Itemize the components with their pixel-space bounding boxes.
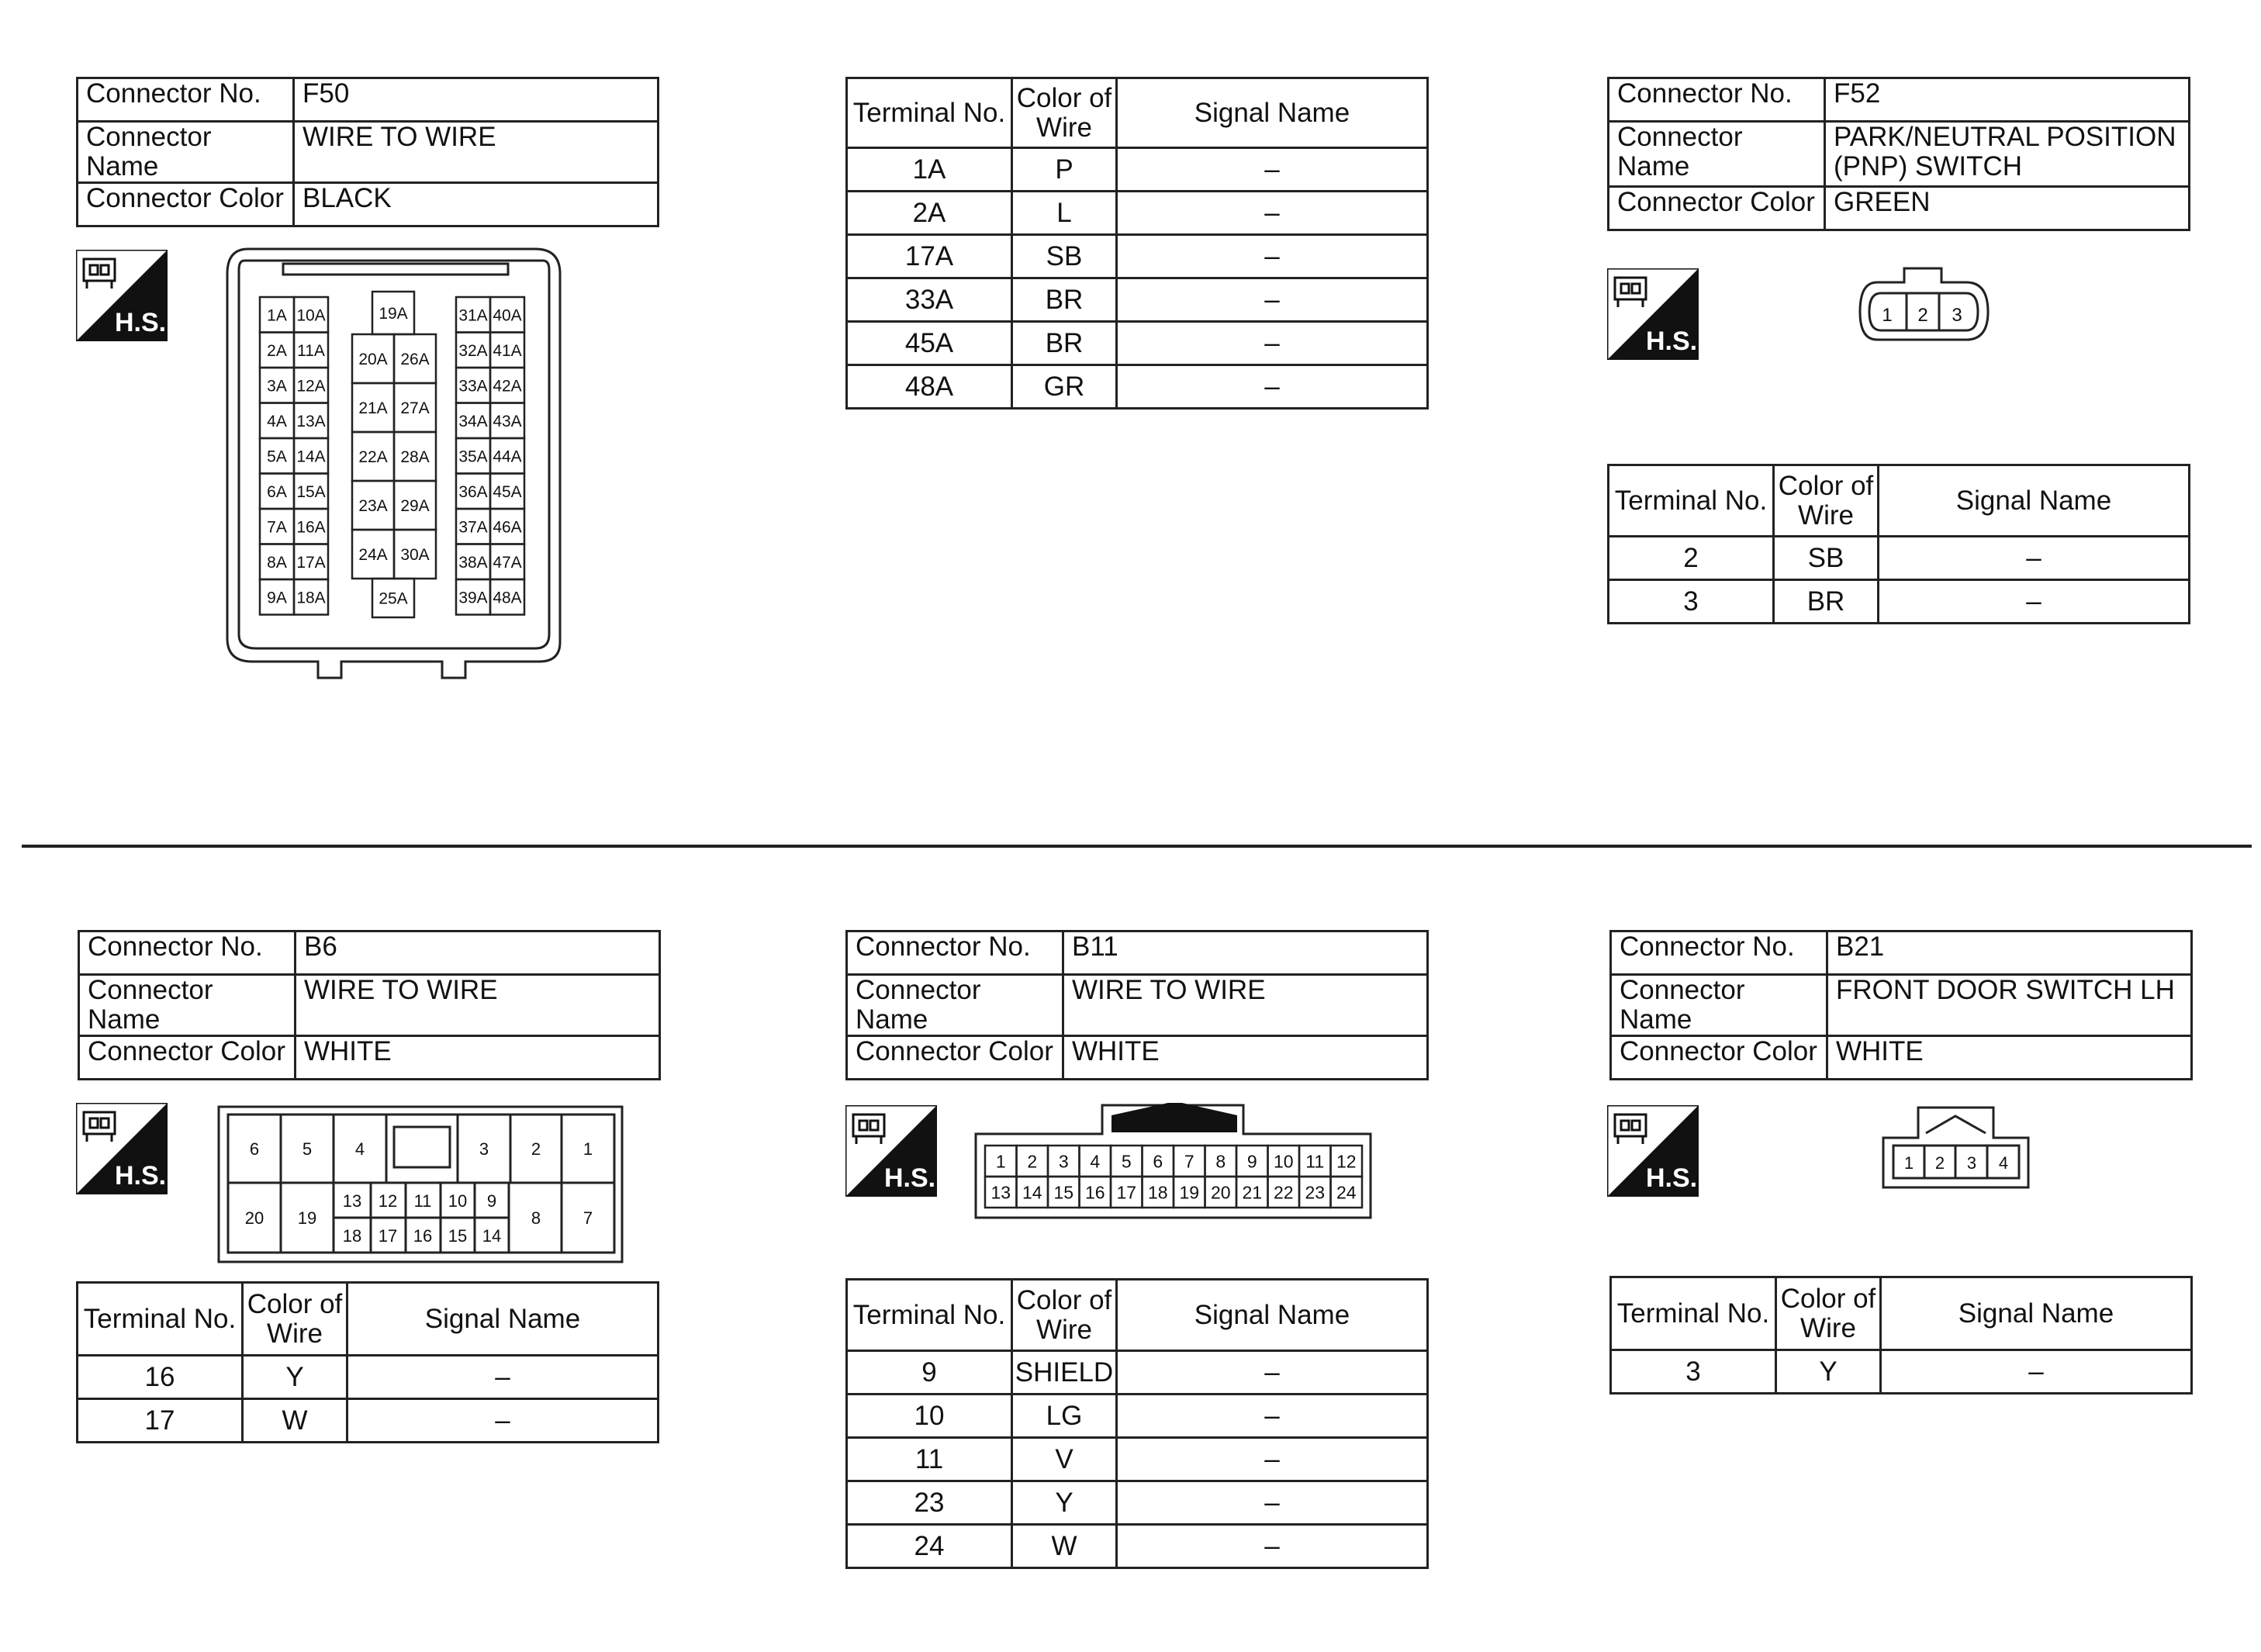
signal-header: Signal Name xyxy=(1117,78,1428,148)
color-header xyxy=(243,1283,347,1356)
b11-terminal-table xyxy=(845,1278,1429,1569)
pin-label: 1 xyxy=(995,1151,1006,1172)
signal-name-cell: – xyxy=(1117,278,1428,322)
pin-label: 8A xyxy=(267,553,287,572)
wire-color-cell: SB xyxy=(1012,235,1117,278)
header-line: Wire xyxy=(1800,1312,1856,1343)
pin-label: 5 xyxy=(302,1139,313,1159)
pin-label: 18 xyxy=(342,1226,362,1246)
pin-label: 5A xyxy=(267,448,287,466)
f50-connector-face xyxy=(225,247,566,681)
pin-label: 6 xyxy=(249,1139,260,1159)
terminal-no-header: Terminal No. xyxy=(78,1283,243,1356)
signal-header: Signal Name xyxy=(1117,1280,1428,1351)
pin-label: 7 xyxy=(583,1208,593,1228)
connector-name-line2: (PNP) SWITCH xyxy=(1834,151,2023,181)
connector-no-label: Connector No. xyxy=(78,78,294,122)
pin-label: 27A xyxy=(400,399,430,418)
pin-label: 8 xyxy=(531,1208,541,1228)
pin-label: 14 xyxy=(1022,1182,1042,1203)
table-body xyxy=(847,148,1428,409)
harness-side-icon xyxy=(76,1103,168,1194)
table-row xyxy=(847,1351,1428,1395)
connector-color-label: Connector Color xyxy=(79,1036,296,1080)
signal-header: Signal Name xyxy=(1881,1277,2192,1350)
pin-label: 24 xyxy=(1336,1182,1357,1203)
connector-color-value: WHITE xyxy=(296,1036,660,1080)
signal-name-cell: – xyxy=(347,1399,659,1443)
table-row xyxy=(78,1356,659,1399)
connector-name-value: FRONT DOOR SWITCH LH xyxy=(1827,975,2192,1036)
pin-label: 6A xyxy=(267,482,287,501)
connector-name-label: Connector Name xyxy=(79,975,296,1036)
pin-label: 36A xyxy=(458,482,488,501)
pin-label: 2 xyxy=(1027,1151,1038,1172)
connector-color-label: Connector Color xyxy=(847,1036,1063,1080)
pin-label: 4 xyxy=(354,1139,365,1159)
connector-no-value: B21 xyxy=(1827,931,2192,975)
wire-color-cell: W xyxy=(1012,1525,1117,1568)
pin-label: 20 xyxy=(1210,1182,1231,1203)
terminal-no-cell: 1A xyxy=(847,148,1012,192)
signal-name-cell: – xyxy=(1117,1395,1428,1438)
pin-label: 41A xyxy=(493,341,522,360)
b21-terminal-table xyxy=(1609,1276,2193,1395)
pin-label: 10 xyxy=(448,1191,468,1211)
pin-label: 10A xyxy=(296,306,326,325)
table-row xyxy=(847,1438,1428,1481)
pin-label: 31A xyxy=(458,306,488,325)
pin-label: 3 xyxy=(1058,1151,1069,1172)
wire-color-cell: BR xyxy=(1012,322,1117,365)
table-row xyxy=(847,148,1428,192)
signal-name-cell: – xyxy=(1117,1351,1428,1395)
cavity-block-right xyxy=(456,297,524,615)
pin-label: 17A xyxy=(296,553,326,572)
connector-color-value: BLACK xyxy=(294,183,659,226)
pin-label: 16 xyxy=(1084,1182,1105,1203)
connector-name-line1: PARK/NEUTRAL POSITION xyxy=(1834,122,2176,152)
pin-label: 4A xyxy=(267,412,287,430)
pin-label: 29A xyxy=(400,497,430,516)
b11-connector-info xyxy=(845,930,1429,1080)
table-body xyxy=(1609,537,2190,624)
pin-label: 16A xyxy=(296,518,326,537)
signal-name-cell: – xyxy=(347,1356,659,1399)
pin-label: 1A xyxy=(267,306,287,325)
hs-label: H.S. xyxy=(115,308,167,337)
signal-name-cell: – xyxy=(1117,1438,1428,1481)
connector-color-label: Connector Color xyxy=(1609,187,1825,230)
pin-label: 9A xyxy=(267,589,287,607)
terminal-no-header: Terminal No. xyxy=(1611,1277,1776,1350)
table-row xyxy=(847,322,1428,365)
wire-color-cell: BR xyxy=(1012,278,1117,322)
pin-label: 19 xyxy=(297,1208,317,1228)
wire-color-cell: GR xyxy=(1012,365,1117,409)
connector-color-label: Connector Color xyxy=(1611,1036,1827,1080)
wire-color-cell: L xyxy=(1012,192,1117,235)
pin-label: 24A xyxy=(358,546,388,565)
pin-label: 35A xyxy=(458,448,488,466)
pin-label: 13 xyxy=(990,1182,1011,1203)
pin-label: 33A xyxy=(458,377,488,396)
table-row xyxy=(847,235,1428,278)
pin-label: 11A xyxy=(297,341,325,360)
connector-name-label: Connector Name xyxy=(78,122,294,183)
pin-label: 40A xyxy=(493,306,522,325)
pin-label: 8 xyxy=(1215,1151,1226,1172)
signal-name-cell: – xyxy=(1879,537,2190,580)
connector-no-value: B6 xyxy=(296,931,660,975)
signal-name-cell: – xyxy=(1879,580,2190,624)
table-row xyxy=(847,1481,1428,1525)
b11-connector-face xyxy=(973,1103,1373,1221)
pin-label: 39A xyxy=(458,589,488,607)
header-line: Wire xyxy=(1036,112,1092,143)
table-body xyxy=(78,1356,659,1443)
terminal-no-cell: 10 xyxy=(847,1395,1012,1438)
table-body xyxy=(847,1351,1428,1568)
connector-color-value: WHITE xyxy=(1063,1036,1428,1080)
pin-label: 9 xyxy=(1246,1151,1257,1172)
pin-label: 34A xyxy=(458,412,488,430)
pin-label: 44A xyxy=(493,448,522,466)
pin-label: 3 xyxy=(479,1139,489,1159)
pin-label: 25A xyxy=(379,589,408,608)
terminal-no-header: Terminal No. xyxy=(1609,465,1774,537)
header-line: Wire xyxy=(1798,499,1854,531)
hs-label: H.S. xyxy=(884,1163,936,1193)
terminal-no-cell: 45A xyxy=(847,322,1012,365)
pin-label: 26A xyxy=(400,351,430,369)
pin-label: 43A xyxy=(493,412,522,430)
pin-label: 13 xyxy=(342,1191,362,1211)
pin-label: 3A xyxy=(267,377,287,396)
pin-label: 28A xyxy=(400,448,430,467)
terminal-no-cell: 16 xyxy=(78,1356,243,1399)
terminal-no-cell: 3 xyxy=(1609,580,1774,624)
connector-no-label: Connector No. xyxy=(79,931,296,975)
wire-color-cell: V xyxy=(1012,1438,1117,1481)
wire-color-cell: Y xyxy=(1776,1350,1881,1394)
pin-label: 5 xyxy=(1121,1151,1132,1172)
pin-label: 17 xyxy=(1116,1182,1137,1203)
terminal-no-cell: 17A xyxy=(847,235,1012,278)
color-header xyxy=(1774,465,1879,537)
table-row xyxy=(847,1395,1428,1438)
pin-label: 12 xyxy=(1336,1151,1357,1172)
f52-connector-face xyxy=(1858,264,1993,345)
pin-label: 7 xyxy=(1184,1151,1194,1172)
f52-terminal-table xyxy=(1607,464,2190,624)
signal-name-cell: – xyxy=(1117,1481,1428,1525)
hs-label: H.S. xyxy=(1646,327,1698,356)
pin-label: 4 xyxy=(1090,1151,1101,1172)
pin-label: 32A xyxy=(458,341,488,360)
table-row xyxy=(1609,580,2190,624)
table-body xyxy=(1611,1350,2192,1394)
f50-connector-info xyxy=(76,77,659,227)
b6-connector-face xyxy=(217,1105,624,1264)
wire-color-cell: SB xyxy=(1774,537,1879,580)
pin-label: 16 xyxy=(413,1226,433,1246)
connector-color-value: WHITE xyxy=(1827,1036,2192,1080)
terminal-no-header: Terminal No. xyxy=(847,1280,1012,1351)
connector-no-value: F52 xyxy=(1825,78,2190,122)
connector-color-label: Connector Color xyxy=(78,183,294,226)
pin-label: 7A xyxy=(267,518,287,537)
pin-label: 1 xyxy=(583,1139,593,1159)
signal-name-cell: – xyxy=(1117,322,1428,365)
color-header xyxy=(1012,1280,1117,1351)
hs-label: H.S. xyxy=(115,1161,167,1191)
header-line: Color of xyxy=(1778,470,1874,501)
f50-terminal-table xyxy=(845,77,1429,410)
terminal-no-cell: 2 xyxy=(1609,537,1774,580)
connector-name-label: Connector Name xyxy=(847,975,1063,1036)
connector-no-label: Connector No. xyxy=(1611,931,1827,975)
hs-label: H.S. xyxy=(1646,1163,1698,1193)
connector-name-label: Connector Name xyxy=(1611,975,1827,1036)
harness-side-icon xyxy=(76,250,168,341)
pin-label: 17 xyxy=(378,1226,398,1246)
pin-label: 19A xyxy=(379,305,408,323)
connector-no-value: B11 xyxy=(1063,931,1428,975)
signal-name-cell: – xyxy=(1117,192,1428,235)
pin-label: 2 xyxy=(531,1139,541,1159)
pin-label: 38A xyxy=(458,553,488,572)
terminal-no-cell: 9 xyxy=(847,1351,1012,1395)
pin-label: 18A xyxy=(296,589,326,607)
b21-connector-face xyxy=(1881,1105,2032,1191)
terminal-no-cell: 33A xyxy=(847,278,1012,322)
harness-side-icon xyxy=(1607,268,1699,360)
table-row xyxy=(847,1525,1428,1568)
pin-label: 30A xyxy=(400,546,430,565)
pin-label: 4 xyxy=(1998,1153,2009,1173)
pin-label: 3 xyxy=(1966,1153,1977,1173)
table-row xyxy=(847,192,1428,235)
terminal-no-cell: 2A xyxy=(847,192,1012,235)
f52-connector-info xyxy=(1607,77,2190,231)
pin-label: 20 xyxy=(244,1208,264,1228)
pin-label: 2 xyxy=(1934,1153,1945,1173)
terminal-no-cell: 17 xyxy=(78,1399,243,1443)
table-row xyxy=(1611,1350,2192,1394)
table-row xyxy=(847,278,1428,322)
signal-name-cell: – xyxy=(1117,365,1428,409)
table-row xyxy=(78,1399,659,1443)
pin-label: 11 xyxy=(413,1191,432,1211)
wire-color-cell: Y xyxy=(243,1356,347,1399)
terminal-no-cell: 3 xyxy=(1611,1350,1776,1394)
b21-connector-info xyxy=(1609,930,2193,1080)
signal-name-cell: – xyxy=(1117,235,1428,278)
pin-label: 1 xyxy=(1903,1153,1914,1173)
wire-color-cell: LG xyxy=(1012,1395,1117,1438)
terminal-no-cell: 23 xyxy=(847,1481,1012,1525)
pin-label: 2A xyxy=(267,341,287,360)
connector-color-value: GREEN xyxy=(1825,187,2190,230)
pin-label: 46A xyxy=(493,518,522,537)
wire-color-cell: BR xyxy=(1774,580,1879,624)
pin-label: 11 xyxy=(1305,1151,1325,1172)
pin-label: 22A xyxy=(358,448,388,467)
pin-label: 20A xyxy=(358,351,388,369)
cavity-block-left xyxy=(260,297,328,615)
pin-label: 12A xyxy=(296,377,326,396)
terminal-no-cell: 11 xyxy=(847,1438,1012,1481)
pin-label: 14 xyxy=(482,1226,502,1246)
connector-name-value: WIRE TO WIRE xyxy=(294,122,659,183)
wire-color-cell: Y xyxy=(1012,1481,1117,1525)
pin-label: 47A xyxy=(493,553,522,572)
b6-connector-info xyxy=(78,930,661,1080)
pin-label: 2 xyxy=(1917,305,1928,326)
pin-label: 21A xyxy=(358,399,388,418)
pin-label: 6 xyxy=(1153,1151,1163,1172)
color-header xyxy=(1776,1277,1881,1350)
header-line: Color of xyxy=(1016,1284,1112,1315)
pin-label: 9 xyxy=(486,1191,497,1211)
connector-name-value: WIRE TO WIRE xyxy=(1063,975,1428,1036)
connector-no-label: Connector No. xyxy=(1609,78,1825,122)
pin-label: 12 xyxy=(378,1191,398,1211)
pin-label: 1 xyxy=(1882,305,1893,326)
b6-terminal-table xyxy=(76,1281,659,1443)
pin-label: 15 xyxy=(448,1226,468,1246)
connector-name-value xyxy=(1825,122,2190,187)
connector-name-label: Connector Name xyxy=(1609,122,1825,187)
pin-label: 18 xyxy=(1147,1182,1168,1203)
table-row xyxy=(1609,537,2190,580)
pin-label: 21 xyxy=(1242,1182,1263,1203)
terminal-no-cell: 48A xyxy=(847,365,1012,409)
pin-label: 37A xyxy=(458,518,488,537)
pin-label: 13A xyxy=(296,412,326,430)
pin-label: 22 xyxy=(1273,1182,1294,1203)
connector-no-value: F50 xyxy=(294,78,659,122)
connector-no-label: Connector No. xyxy=(847,931,1063,975)
header-line: Color of xyxy=(1016,82,1112,113)
pin-label: 45A xyxy=(493,482,522,501)
pin-label: 23A xyxy=(358,497,388,516)
harness-side-icon xyxy=(845,1105,937,1197)
wire-color-cell: P xyxy=(1012,148,1117,192)
signal-header: Signal Name xyxy=(347,1283,659,1356)
header-line: Wire xyxy=(1036,1314,1092,1345)
table-row xyxy=(847,365,1428,409)
wire-color-cell: W xyxy=(243,1399,347,1443)
pin-label: 19 xyxy=(1179,1182,1200,1203)
pin-label: 42A xyxy=(493,377,522,396)
pin-label: 15 xyxy=(1053,1182,1074,1203)
terminal-no-cell: 24 xyxy=(847,1525,1012,1568)
header-line: Color of xyxy=(247,1288,343,1319)
color-header xyxy=(1012,78,1117,148)
pin-label: 10 xyxy=(1273,1151,1294,1172)
signal-header: Signal Name xyxy=(1879,465,2190,537)
signal-name-cell: – xyxy=(1117,148,1428,192)
pin-label: 23 xyxy=(1305,1182,1326,1203)
signal-name-cell: – xyxy=(1117,1525,1428,1568)
header-line: Color of xyxy=(1780,1283,1876,1314)
pin-label: 3 xyxy=(1952,305,1962,326)
header-line: Wire xyxy=(267,1318,323,1349)
signal-name-cell: – xyxy=(1881,1350,2192,1394)
pin-label: 15A xyxy=(296,482,326,501)
terminal-no-header: Terminal No. xyxy=(847,78,1012,148)
pin-label: 48A xyxy=(493,589,522,607)
section-divider xyxy=(22,845,2252,848)
wire-color-cell: SHIELD xyxy=(1012,1351,1117,1395)
harness-side-icon xyxy=(1607,1105,1699,1197)
connector-name-value: WIRE TO WIRE xyxy=(296,975,660,1036)
pin-label: 14A xyxy=(296,448,326,466)
